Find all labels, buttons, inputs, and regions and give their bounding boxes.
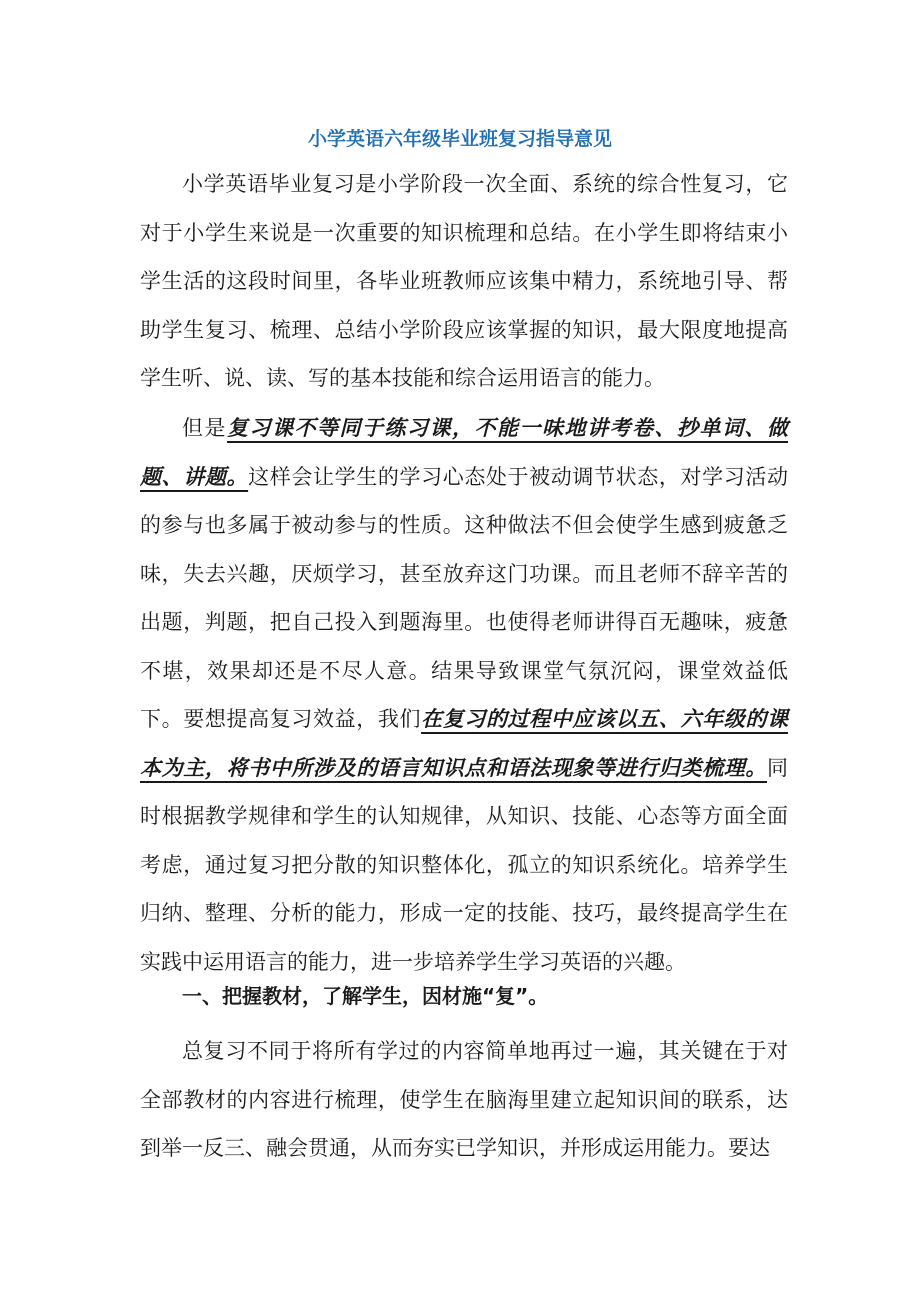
- paragraph-text: 同时根据教学规律和学生的认知规律，从知识、技能、心态等方面全面考虑，通过复习把分散的知识整体化，孤立的知识系统化。培养学生归纳、整理、分析的能力，形成一定的技能、技巧，最终提高学生在实践中运用语言的能力，进一步培养学生学习英语的兴趣。: [140, 755, 788, 974]
- paragraph-section-one: 总复习不同于将所有学过的内容简单地再过一遍，其关键在于对全部教材的内容进行梳理，使学生在脑海里建立起知识间的联系，达到举一反三、融会贯通，从而夯实已学知识，并形成运用能力。要达: [140, 1039, 788, 1160]
- section-heading: 一、把握教材，了解学生，因材施“复”。: [182, 984, 549, 1008]
- document-title: 小学英语六年级毕业班复习指导意见: [307, 128, 612, 150]
- paragraph-text: 但是: [182, 416, 227, 440]
- emphasized-text: 在复习的过程中应该以五、六年级的课本为主，将书中所涉及的语言知识点和语法现象等进行归类梳理。: [140, 706, 789, 780]
- paragraph-text: 这样会让学生的学习心态处于被动调节状态，对学习活动的参与也多属于被动参与的性质。这种做法不但会使学生感到疲惫乏味，失去兴趣，厌烦学习，甚至放弃这门功课。而且老师不辞辛苦的出题，判题，把自己投入到题海里。也使得老师讲得百无趣味，疲惫不堪，效果却还是不尽人意。结果导致课堂气氛沉闷，课堂效益低下。要想提高复习效益，我们: [140, 464, 789, 731]
- emphasized-text: 复习课不等同于练习课，不能一味地讲考卷、抄单词、做题、讲题。: [140, 415, 788, 489]
- paragraph-intro: 小学英语毕业复习是小学阶段一次全面、系统的综合性复习，它对于小学生来说是一次重要的知识梳理和总结。在小学生即将结束小学生活的这段时间里，各毕业班教师应该集中精力，系统地引导、帮助学生复习、梳理、总结小学阶段应该掌握的知识，最大限度地提高学生听、说、读、写的基本技能和综合运用语言的能力。: [140, 172, 788, 390]
- paragraph-review-method: [140, 404, 788, 986]
